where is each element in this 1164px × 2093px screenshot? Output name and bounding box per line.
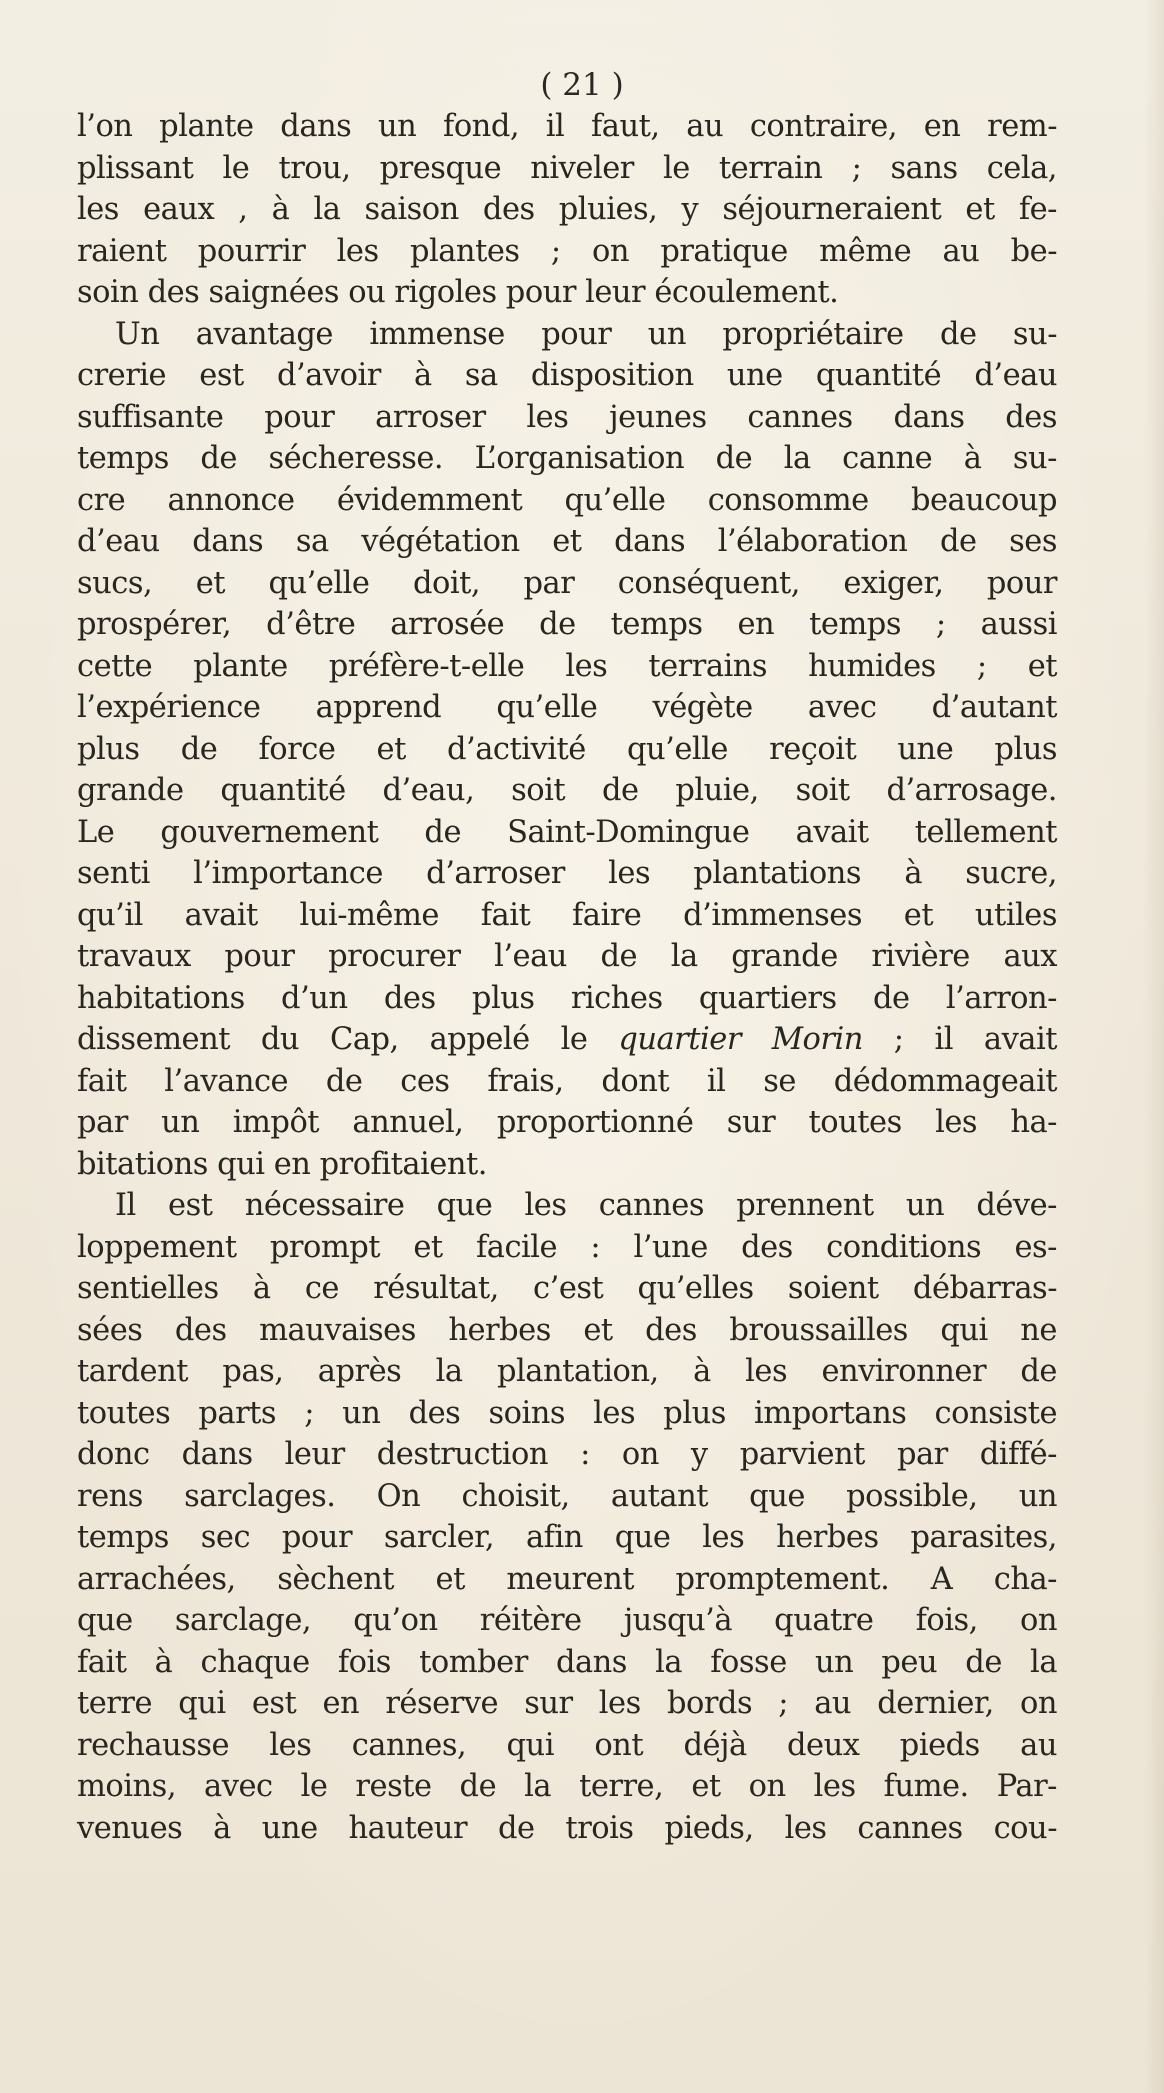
text-line bbox=[77, 1019, 1057, 1061]
italic-place-name: quartier Morin bbox=[618, 1022, 863, 1057]
text-line: bitations qui en profitaient. bbox=[77, 1146, 487, 1182]
text-run: ; il avait bbox=[862, 1022, 1058, 1057]
text-line: fait à chaque fois tomber dans la fosse un peu de la bbox=[77, 1644, 1057, 1680]
text-line: temps sec pour sarcler, afin que les herbes parasites, bbox=[77, 1520, 1057, 1555]
text-line: grande quantité d’eau, soit de pluie, soit d’arrosage. bbox=[77, 773, 1057, 808]
text-line: sucs, et qu’elle doit, par conséquent, exiger, pour bbox=[77, 565, 1057, 601]
text-line: loppement prompt et facile : l’une des conditions es- bbox=[77, 1229, 1057, 1265]
text-line: rechausse les cannes, qui ont déjà deux pieds au bbox=[77, 1727, 1057, 1763]
text-line: sées des mauvaises herbes et des broussailles qui ne bbox=[77, 1312, 1057, 1348]
text-line: raient pourrir les plantes ; on pratique même au be- bbox=[77, 233, 1057, 269]
text-run: dissement du Cap, appelé le bbox=[77, 1022, 619, 1057]
text-line: que sarclage, qu’on réitère jusqu’à quatre fois, on bbox=[77, 1603, 1057, 1638]
text-line: Un avantage immense pour un propriétaire de su- bbox=[115, 316, 1057, 352]
text-line: travaux pour procurer l’eau de la grande rivière aux bbox=[77, 939, 1057, 974]
text-line: donc dans leur destruction : on y parvient par diffé- bbox=[77, 1437, 1057, 1472]
text-line: l’on plante dans un fond, il faut, au contraire, en rem- bbox=[77, 109, 1057, 144]
text-line: venues à une hauteur de trois pieds, les cannes cou- bbox=[77, 1810, 1057, 1846]
text-line: Le gouvernement de Saint-Domingue avait tellement bbox=[77, 814, 1057, 850]
text-line: cette plante préfère-t-elle les terrains humides ; et bbox=[77, 648, 1057, 684]
text-line: tardent pas, après la plantation, à les environner de bbox=[77, 1354, 1057, 1389]
text-line: plus de force et d’activité qu’elle reçoit une plus bbox=[77, 731, 1057, 767]
text-line: rens sarclages. On choisit, autant que possible, un bbox=[77, 1478, 1057, 1514]
text-line: toutes parts ; un des soins les plus importans consiste bbox=[77, 1395, 1057, 1431]
text-line: prospérer, d’être arrosée de temps en temps ; aussi bbox=[77, 607, 1057, 642]
text-line: les eaux , à la saison des pluies, y séjourneraient et fe- bbox=[77, 192, 1057, 227]
text-line: habitations d’un des plus riches quartiers de l’arron- bbox=[77, 980, 1057, 1016]
text-line: plissant le trou, presque niveler le terrain ; sans cela, bbox=[77, 150, 1057, 186]
page-edge-shadow bbox=[1144, 0, 1164, 2093]
page-number: ( 21 ) bbox=[540, 67, 624, 103]
text-line: terre qui est en réserve sur les bords ; au dernier, on bbox=[77, 1686, 1057, 1721]
text-line: l’expérience apprend qu’elle végète avec d’autant bbox=[77, 690, 1057, 725]
text-line: fait l’avance de ces frais, dont il se dédommageait bbox=[77, 1063, 1057, 1099]
text-line: temps de sécheresse. L’organisation de la canne à su- bbox=[77, 441, 1057, 476]
text-line: sentielles à ce résultat, c’est qu’elles soient débarras- bbox=[77, 1271, 1057, 1306]
text-line: cre annonce évidemment qu’elle consomme beaucoup bbox=[77, 482, 1057, 518]
text-line: moins, avec le reste de la terre, et on les fume. Par- bbox=[77, 1769, 1057, 1804]
text-line: soin des saignées ou rigoles pour leur écoulement. bbox=[77, 275, 839, 310]
body-text bbox=[77, 106, 1057, 1849]
text-line: par un impôt annuel, proportionné sur toutes les ha- bbox=[77, 1105, 1057, 1140]
text-line: d’eau dans sa végétation et dans l’élaboration de ses bbox=[77, 524, 1057, 559]
text-line: crerie est d’avoir à sa disposition une quantité d’eau bbox=[77, 358, 1057, 393]
text-line: qu’il avait lui-même fait faire d’immenses et utiles bbox=[77, 897, 1057, 933]
text-line: senti l’importance d’arroser les plantations à sucre, bbox=[77, 856, 1057, 891]
text-line: suffisante pour arroser les jeunes cannes dans des bbox=[77, 399, 1057, 435]
text-line: Il est nécessaire que les cannes prennent un déve- bbox=[115, 1188, 1057, 1223]
text-line: arrachées, sèchent et meurent promptement. A cha- bbox=[77, 1561, 1057, 1597]
